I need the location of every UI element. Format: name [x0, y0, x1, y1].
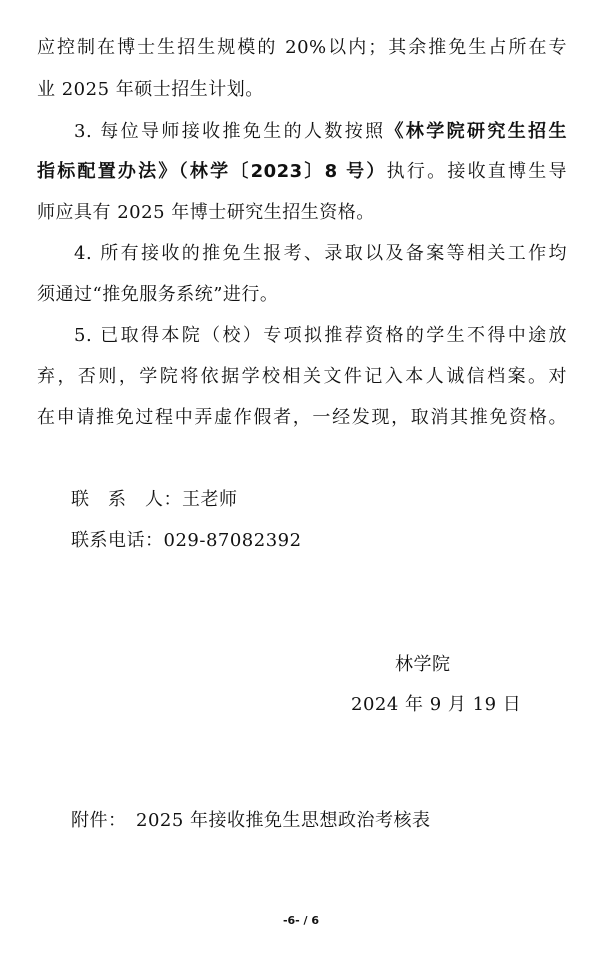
doc-title-part: 《林学院研究生招生	[385, 121, 567, 142]
text-span: 执行。接收直博生导	[386, 161, 568, 182]
item-4-line-1: 4. 所有接收的推免生报考、录取以及备案等相关工作均	[74, 243, 567, 264]
item-3-line-3: 师应具有 2025 年博士研究生招生资格。	[37, 202, 375, 223]
attachment-line: 附件： 2025 年接收推免生思想政治考核表	[71, 810, 431, 831]
item-5-line-3: 在申请推免过程中弄虚作假者，一经发现，取消其推免资格。	[37, 407, 567, 428]
doc-title-part: 指标配置办法》（林学〔2023〕8 号）	[37, 161, 387, 182]
text-line: 业 2025 年硕士招生计划。	[37, 79, 264, 100]
item-3-line-1	[74, 120, 567, 144]
item-3-line-2	[37, 160, 567, 184]
contact-person: 联 系 人：王老师	[71, 489, 238, 510]
item-5-line-1: 5. 已取得本院（校）专项拟推荐资格的学生不得中途放	[74, 325, 567, 346]
page-number: -6- / 6	[282, 914, 320, 927]
item-4-line-2: 须通过“推免服务系统”进行。	[37, 284, 279, 305]
item-5-line-2: 弃，否则，学院将依据学校相关文件记入本人诚信档案。对	[37, 366, 567, 387]
text-line: 应控制在博士生招生规模的 20%以内；其余推免生占所在专	[37, 37, 567, 58]
signature-date: 2024 年 9 月 19 日	[351, 694, 522, 715]
contact-phone: 联系电话：029-87082392	[71, 530, 302, 551]
signature-org: 林学院	[395, 654, 451, 675]
text-span: 3. 每位导师接收推免生的人数按照	[74, 121, 386, 142]
